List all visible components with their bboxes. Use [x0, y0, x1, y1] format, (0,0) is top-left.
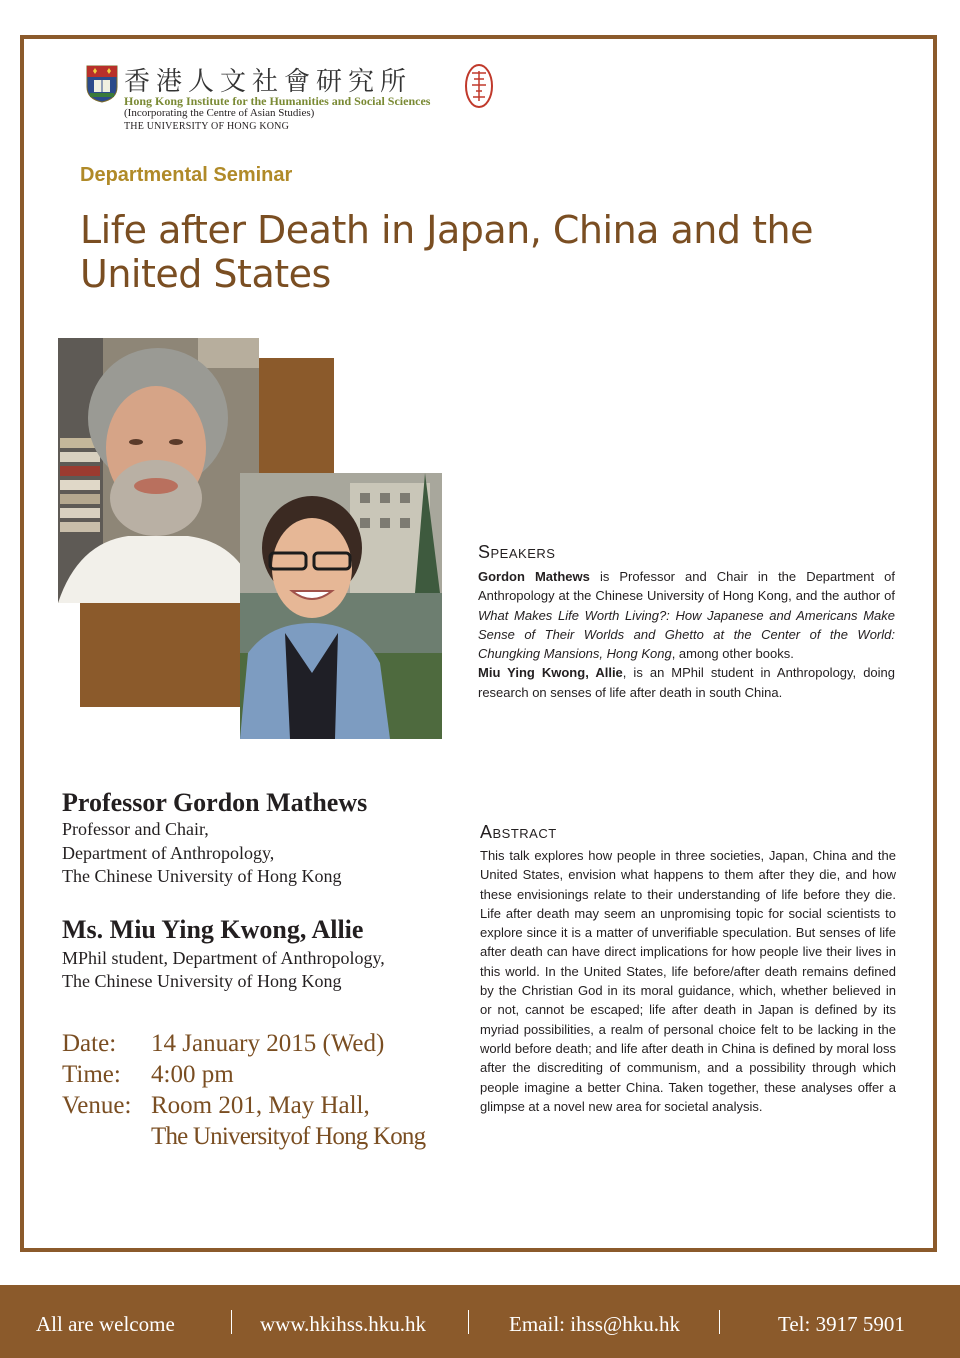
- bio-gordon-books: What Makes Life Worth Living?: How Japanese and Americans Make Sense of Their Worlds and Ghetto at the Center of the World: Chungking Mansions, Hong Kong: [478, 607, 895, 662]
- decorative-block-bottom: [80, 603, 242, 707]
- bio-gordon-text: is Professor and Chair in the Department of Anthropology at the Chinese University of Hong Kong, and the author of: [478, 569, 895, 604]
- institute-chinese-name: 香港人文社會研究所: [124, 67, 413, 97]
- footer-telephone: Tel: 3917 5901: [778, 1312, 905, 1336]
- speaker1-department: Department of Anthropology,: [62, 843, 275, 863]
- time-label: Time:: [62, 1061, 121, 1088]
- time-value: 4:00 pm: [151, 1061, 234, 1088]
- speaker2-university: The Chinese University of Hong Kong: [62, 971, 342, 991]
- institute-seal-icon: [464, 63, 494, 109]
- speaker1-position: Professor and Chair,: [62, 819, 209, 839]
- footer-bar: [0, 1285, 960, 1358]
- footer-separator: [231, 1310, 232, 1334]
- venue-line2: The Universityof Hong Kong: [151, 1123, 426, 1150]
- speakers-heading-rest: PEAKERS: [490, 546, 556, 561]
- abstract-heading-initial: A: [480, 822, 493, 842]
- footer-website-link[interactable]: www.hkihss.hku.hk: [260, 1312, 427, 1336]
- institute-name: Hong Kong Institute for the Humanities and Social Sciences: [124, 94, 431, 108]
- venue-line1: Room 201, May Hall,: [151, 1092, 370, 1119]
- institute-subtitle: (Incorporating the Centre of Asian Studies): [124, 107, 315, 119]
- hku-crest-icon: [86, 65, 118, 103]
- university-name: THE UNIVERSITY OF HONG KONG: [124, 121, 290, 132]
- footer-email-link[interactable]: Email: ihss@hku.hk: [509, 1312, 681, 1336]
- bio-gordon-text-end: , among other books.: [671, 646, 794, 662]
- date-label: Date:: [62, 1030, 117, 1057]
- footer-separator: [719, 1310, 720, 1334]
- bio-allie: [478, 663, 895, 702]
- bio-gordon-name: Gordon Mathews: [478, 569, 590, 584]
- abstract-text: This talk explores how people in three societies, Japan, China and the United States, envision what happens to them after they die, and how these envisionings relate to their understanding of life before they die. Life after death may seem an unpromising topic for social scientists to explore since it is a matter of unverifiable speculation. But senses of life after death can have direct implications for how people live their lives in this world. In the United States, life before/after death remains defined by the Christian God in its moral guidance, which, whether believed in or not, cannot be escaped; life after death in Japan is defined by its myriad possibilities, a realm of personal choice felt to be lacking in the world before death; and life after death in China is defined by moral loss after the discrediting of communism, and a possibility through which people imagine a better China. Taken together, these analyses offer a glimpse at a novel new area for societal analysis.: [480, 848, 896, 1114]
- bio-gordon: [478, 567, 895, 663]
- date-value: 14 January 2015 (Wed): [151, 1030, 385, 1057]
- speakers-heading: [478, 542, 555, 563]
- speakers-bios: [478, 567, 895, 702]
- seminar-type: Departmental Seminar: [80, 164, 293, 186]
- abstract-heading: [480, 822, 557, 843]
- bio-allie-text: , is an MPhil student in Anthropology, doing research on senses of life after death in south China.: [478, 665, 895, 700]
- photo-gordon-mathews: [58, 338, 259, 603]
- allie-portrait-illustration: [240, 473, 442, 739]
- photo-miu-ying-kwong: [240, 473, 442, 739]
- speaker2-position: MPhil student, Department of Anthropology,: [62, 948, 385, 968]
- speakers-heading-initial: S: [478, 542, 491, 562]
- bio-allie-name: Miu Ying Kwong, Allie: [478, 665, 623, 681]
- venue-label: Venue:: [62, 1092, 132, 1119]
- gordon-portrait-illustration: [58, 338, 259, 603]
- abstract-heading-rest: BSTRACT: [492, 826, 557, 841]
- speaker2-name: Ms. Miu Ying Kwong, Allie: [62, 915, 364, 944]
- seminar-title: Life after Death in Japan, China and the United States: [80, 208, 813, 296]
- footer-welcome: All are welcome: [36, 1312, 175, 1336]
- footer-separator: [468, 1310, 469, 1334]
- speaker1-name: Professor Gordon Mathews: [62, 788, 368, 817]
- speaker1-university: The Chinese University of Hong Kong: [62, 866, 342, 886]
- institute-logo: [86, 63, 496, 135]
